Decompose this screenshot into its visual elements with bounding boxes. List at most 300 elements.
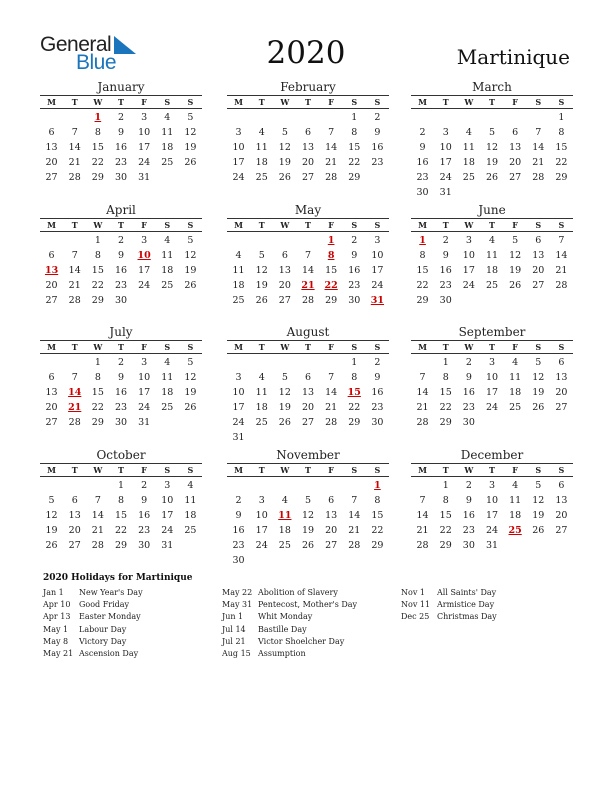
day-cell: 7 [328, 372, 335, 383]
day-cell: 16 [462, 387, 475, 398]
day-cell: 24 [371, 280, 384, 291]
day-cell: 30 [416, 187, 429, 198]
weekday-label: T [118, 465, 124, 475]
day-cell: 16 [114, 265, 128, 276]
day-cell: 9 [351, 250, 358, 261]
empty-cell [527, 110, 550, 125]
day-cell: 26 [532, 525, 545, 536]
day-cell: 14 [325, 387, 338, 398]
holiday-row [222, 636, 357, 648]
day-cell: 21 [348, 525, 361, 536]
empty-cell [227, 355, 250, 370]
day-cell: 4 [258, 127, 265, 138]
day-cell: 23 [348, 280, 361, 291]
weekday-label: S [535, 97, 542, 107]
weekday-label: S [164, 342, 171, 352]
empty-cell [63, 478, 86, 493]
day-cell: 19 [278, 157, 291, 168]
day-cell: 26 [184, 157, 197, 168]
holiday-name: Pentecost, Mother's Day [258, 600, 358, 610]
day-cell: 17 [255, 525, 268, 536]
day-cell: 25 [509, 402, 522, 413]
day-cell: 1 [442, 357, 449, 368]
weekday-label: T [258, 465, 265, 475]
day-grid [411, 478, 573, 553]
day-cell: 8 [374, 495, 381, 506]
weekday-label: W [464, 342, 474, 352]
day-cell: 16 [439, 265, 452, 276]
empty-cell [480, 110, 503, 125]
day-cell: 19 [184, 387, 197, 398]
day-cell: 1 [351, 357, 358, 368]
holiday-date: Jun 1 [222, 612, 244, 622]
day-cell: 26 [255, 295, 268, 306]
day-cell: 22 [91, 157, 104, 168]
day-cell: 4 [235, 250, 242, 261]
day-cell: 29 [439, 417, 452, 428]
weekday-label: S [164, 220, 171, 230]
day-cell: 21 [68, 157, 81, 168]
weekday-label: M [418, 465, 427, 475]
day-cell: 8 [351, 127, 358, 138]
day-cell: 30 [114, 295, 128, 306]
day-cell: 11 [255, 142, 268, 153]
day-cell: 24 [462, 280, 475, 291]
day-cell: 28 [68, 417, 81, 428]
day-cell: 11 [161, 372, 174, 383]
day-cell: 19 [532, 510, 545, 521]
day-cell: 20 [45, 280, 58, 291]
weekday-label: T [71, 220, 78, 230]
day-cell: 17 [232, 157, 245, 168]
weekday-label: W [280, 342, 290, 352]
empty-cell [227, 110, 250, 125]
holiday-date: May 22 [222, 588, 253, 597]
day-cell: 10 [232, 142, 245, 153]
month-may [227, 202, 389, 308]
day-cell: 12 [532, 372, 545, 383]
day-cell: 1 [558, 112, 565, 123]
day-cell: 1 [94, 235, 101, 246]
day-cell: 16 [114, 142, 128, 153]
calendar-year: 2020 [266, 35, 346, 71]
month-title: September [458, 325, 526, 339]
day-cell: 24 [138, 280, 151, 291]
day-cell: 24 [138, 157, 151, 168]
day-cell: 3 [374, 235, 381, 246]
day-cell: 9 [419, 142, 426, 153]
day-cell: 21 [555, 265, 568, 276]
weekday-header-row [227, 340, 389, 354]
holiday-day-cell: 10 [137, 250, 151, 261]
day-cell: 22 [371, 525, 384, 536]
day-cell: 27 [45, 172, 58, 183]
day-cell: 11 [232, 265, 245, 276]
day-cell: 3 [141, 112, 148, 123]
weekday-label: S [351, 97, 358, 107]
weekday-label: F [328, 220, 334, 230]
day-cell: 17 [232, 402, 245, 413]
day-cell: 10 [255, 510, 268, 521]
day-cell: 22 [91, 402, 104, 413]
day-cell: 12 [301, 510, 315, 521]
weekday-label: F [512, 220, 518, 230]
day-cell: 2 [235, 495, 242, 506]
day-cell: 13 [532, 250, 545, 261]
day-cell: 24 [485, 525, 499, 536]
day-cell: 18 [509, 387, 522, 398]
weekday-label: M [234, 465, 243, 475]
day-cell: 22 [416, 280, 429, 291]
holiday-name: Labour Day [79, 624, 127, 634]
day-cell: 12 [184, 372, 197, 383]
day-cell: 9 [465, 372, 472, 383]
holiday-day-cell: 13 [44, 265, 59, 276]
weekday-header-row [411, 340, 573, 354]
holiday-date: Aug 15 [222, 648, 251, 658]
holiday-date: Jan 1 [43, 588, 64, 597]
day-cell: 5 [187, 235, 194, 246]
day-cell: 4 [164, 235, 171, 246]
holiday-row [43, 636, 143, 648]
day-cell: 28 [416, 540, 429, 551]
day-cell: 4 [187, 480, 194, 491]
day-cell: 29 [348, 417, 361, 428]
day-cell: 13 [555, 495, 568, 506]
day-cell: 7 [94, 495, 101, 506]
day-cell: 24 [232, 417, 245, 428]
weekday-label: T [71, 465, 78, 475]
weekday-label: S [535, 465, 542, 475]
weekday-label: F [141, 465, 147, 475]
day-cell: 15 [416, 265, 429, 276]
empty-cell [320, 478, 343, 493]
day-cell: 19 [45, 525, 58, 536]
day-cell: 2 [117, 112, 125, 123]
day-cell: 10 [462, 250, 475, 261]
day-cell: 6 [512, 127, 519, 138]
day-cell: 20 [509, 157, 522, 168]
holiday-date: Apr 13 [43, 612, 71, 622]
month-title: February [280, 80, 336, 94]
day-cell: 6 [304, 127, 312, 138]
weekday-label: S [374, 342, 381, 352]
day-cell: 5 [535, 480, 542, 491]
day-cell: 11 [184, 495, 197, 506]
weekday-header-row [411, 95, 573, 109]
day-cell: 26 [301, 540, 315, 551]
day-cell: 26 [184, 280, 197, 291]
day-cell: 20 [278, 280, 291, 291]
day-cell: 15 [91, 265, 104, 276]
holiday-date: Apr 10 [43, 600, 71, 610]
day-cell: 2 [465, 357, 472, 368]
weekday-label: W [93, 342, 103, 352]
holiday-row [401, 599, 497, 611]
day-cell: 6 [48, 127, 55, 138]
day-cell: 14 [68, 265, 81, 276]
day-cell: 27 [555, 525, 568, 536]
day-cell: 27 [509, 172, 522, 183]
weekday-label: W [464, 220, 474, 230]
day-cell: 20 [555, 510, 568, 521]
day-cell: 31 [232, 432, 245, 443]
day-cell: 16 [232, 525, 245, 536]
holiday-date: Dec 25 [401, 612, 430, 622]
day-cell: 17 [485, 387, 499, 398]
weekday-label: T [305, 465, 311, 475]
day-cell: 11 [485, 250, 499, 261]
day-cell: 8 [419, 250, 426, 261]
weekday-label: S [187, 465, 194, 475]
empty-cell [273, 233, 296, 248]
weekday-label: M [234, 342, 243, 352]
day-cell: 30 [138, 540, 151, 551]
logo-text-blue: Blue [76, 51, 117, 74]
day-cell: 12 [45, 510, 58, 521]
day-cell: 4 [512, 357, 519, 368]
weekday-label: F [512, 342, 518, 352]
day-cell: 1 [117, 480, 125, 491]
holiday-row [43, 648, 143, 660]
day-cell: 18 [184, 510, 197, 521]
day-cell: 26 [184, 402, 197, 413]
day-cell: 5 [535, 357, 542, 368]
holiday-day-cell: 21 [68, 402, 82, 413]
weekday-header-row [227, 218, 389, 232]
day-cell: 30 [439, 295, 452, 306]
weekday-label: M [418, 97, 427, 107]
day-cell: 23 [462, 402, 475, 413]
day-cell: 6 [535, 235, 542, 246]
weekday-label: W [464, 465, 474, 475]
day-cell: 3 [488, 480, 496, 491]
holiday-row [401, 611, 497, 623]
day-cell: 17 [485, 510, 499, 521]
day-cell: 31 [138, 417, 151, 428]
day-cell: 31 [439, 187, 452, 198]
month-title: December [460, 448, 524, 462]
day-cell: 21 [91, 525, 104, 536]
day-cell: 29 [91, 172, 104, 183]
day-cell: 16 [114, 387, 128, 398]
day-cell: 13 [301, 142, 315, 153]
day-cell: 7 [328, 127, 335, 138]
weekday-label: S [558, 220, 565, 230]
day-cell: 15 [439, 510, 452, 521]
holiday-day-cell: 21 [301, 280, 315, 291]
day-cell: 30 [348, 295, 361, 306]
day-cell: 28 [301, 295, 315, 306]
day-cell: 8 [94, 127, 101, 138]
day-cell: 15 [348, 142, 361, 153]
empty-cell [86, 478, 109, 493]
day-cell: 17 [462, 265, 475, 276]
day-cell: 14 [555, 250, 568, 261]
weekday-label: S [558, 97, 565, 107]
day-cell: 23 [462, 525, 475, 536]
day-cell: 3 [465, 235, 472, 246]
holiday-day-cell: 31 [370, 295, 385, 306]
day-cell: 18 [161, 387, 174, 398]
holiday-name: Assumption [258, 648, 306, 658]
day-cell: 18 [462, 157, 475, 168]
holiday-date: Jul 14 [222, 624, 246, 634]
day-cell: 1 [442, 480, 449, 491]
weekday-label: M [418, 342, 427, 352]
day-cell: 19 [301, 525, 315, 536]
empty-cell [250, 110, 273, 125]
day-cell: 8 [94, 250, 101, 261]
day-cell: 19 [485, 157, 499, 168]
day-cell: 10 [439, 142, 452, 153]
day-cell: 24 [485, 402, 499, 413]
holiday-row [401, 587, 497, 599]
holiday-column [222, 587, 357, 660]
holiday-date: May 8 [43, 636, 69, 646]
day-cell: 4 [164, 357, 171, 368]
day-cell: 25 [462, 172, 475, 183]
holiday-day-cell: 11 [278, 510, 292, 521]
day-cell: 28 [68, 172, 81, 183]
day-grid [411, 233, 573, 308]
day-cell: 1 [94, 357, 101, 368]
day-cell: 29 [114, 540, 128, 551]
day-cell: 30 [371, 417, 384, 428]
day-cell: 28 [68, 295, 81, 306]
weekday-label: T [489, 220, 495, 230]
weekday-label: T [489, 342, 495, 352]
month-december [411, 447, 573, 553]
day-cell: 9 [235, 510, 242, 521]
day-grid [227, 110, 389, 185]
day-cell: 24 [255, 540, 268, 551]
weekday-label: S [187, 220, 194, 230]
day-cell: 27 [68, 540, 81, 551]
day-cell: 12 [509, 250, 522, 261]
empty-cell [411, 478, 434, 493]
day-cell: 29 [371, 540, 384, 551]
weekday-label: M [47, 97, 56, 107]
day-cell: 22 [348, 157, 361, 168]
day-cell: 18 [232, 280, 245, 291]
weekday-label: T [442, 97, 449, 107]
day-cell: 4 [258, 372, 265, 383]
empty-cell [273, 355, 296, 370]
weekday-label: T [442, 342, 449, 352]
holiday-name: New Year's Day [79, 588, 143, 597]
empty-cell [227, 233, 250, 248]
empty-cell [250, 233, 273, 248]
day-cell: 12 [532, 495, 545, 506]
day-cell: 23 [439, 280, 452, 291]
day-cell: 13 [555, 372, 568, 383]
weekday-label: M [418, 220, 427, 230]
day-cell: 23 [114, 402, 128, 413]
weekday-label: S [535, 220, 542, 230]
day-cell: 3 [488, 357, 496, 368]
day-cell: 3 [235, 372, 242, 383]
holiday-row [222, 611, 357, 623]
holiday-column [401, 587, 497, 624]
day-cell: 4 [488, 235, 496, 246]
day-cell: 17 [138, 265, 151, 276]
day-cell: 17 [138, 387, 151, 398]
weekday-header-row [227, 463, 389, 477]
day-cell: 20 [301, 402, 315, 413]
day-cell: 5 [48, 495, 55, 506]
day-cell: 18 [161, 142, 174, 153]
holiday-name: Whit Monday [258, 612, 313, 622]
day-cell: 15 [371, 510, 384, 521]
weekday-header-row [40, 463, 202, 477]
day-cell: 29 [91, 295, 104, 306]
weekday-label: S [164, 97, 171, 107]
day-cell: 5 [281, 127, 288, 138]
day-cell: 10 [485, 495, 499, 506]
day-cell: 12 [278, 142, 291, 153]
day-cell: 29 [555, 172, 568, 183]
day-cell: 20 [45, 157, 58, 168]
day-cell: 7 [351, 495, 358, 506]
day-cell: 18 [255, 157, 268, 168]
day-cell: 24 [439, 172, 452, 183]
month-title: April [106, 203, 136, 217]
weekday-label: T [118, 342, 124, 352]
weekday-label: S [558, 465, 565, 475]
holiday-name: Easter Monday [79, 612, 141, 622]
day-cell: 20 [325, 525, 338, 536]
day-cell: 17 [439, 157, 452, 168]
month-title: June [478, 203, 506, 217]
day-cell: 9 [374, 372, 381, 383]
day-cell: 8 [117, 495, 125, 506]
day-cell: 16 [348, 265, 361, 276]
day-cell: 22 [114, 525, 128, 536]
day-cell: 25 [278, 540, 291, 551]
day-cell: 15 [114, 510, 128, 521]
day-grid [40, 233, 202, 308]
day-cell: 22 [348, 402, 361, 413]
day-cell: 1 [351, 112, 358, 123]
holiday-day-cell: 8 [327, 250, 335, 261]
holiday-day-cell: 25 [508, 525, 522, 536]
day-cell: 20 [301, 157, 315, 168]
month-september [411, 324, 573, 430]
day-cell: 14 [348, 510, 361, 521]
day-cell: 9 [117, 372, 125, 383]
weekday-header-row [40, 340, 202, 354]
day-cell: 28 [416, 417, 429, 428]
weekday-label: S [187, 97, 194, 107]
day-cell: 17 [138, 142, 151, 153]
day-cell: 25 [485, 280, 499, 291]
day-cell: 7 [71, 372, 78, 383]
day-cell: 3 [141, 235, 148, 246]
day-cell: 7 [419, 495, 426, 506]
day-cell: 19 [278, 402, 291, 413]
weekday-label: T [118, 97, 124, 107]
weekday-label: F [512, 97, 518, 107]
weekday-label: S [535, 342, 542, 352]
empty-cell [296, 233, 319, 248]
day-cell: 19 [532, 387, 545, 398]
weekday-label: S [351, 342, 358, 352]
day-cell: 3 [235, 127, 242, 138]
empty-cell [504, 110, 527, 125]
day-cell: 31 [161, 540, 174, 551]
day-cell: 9 [465, 495, 472, 506]
